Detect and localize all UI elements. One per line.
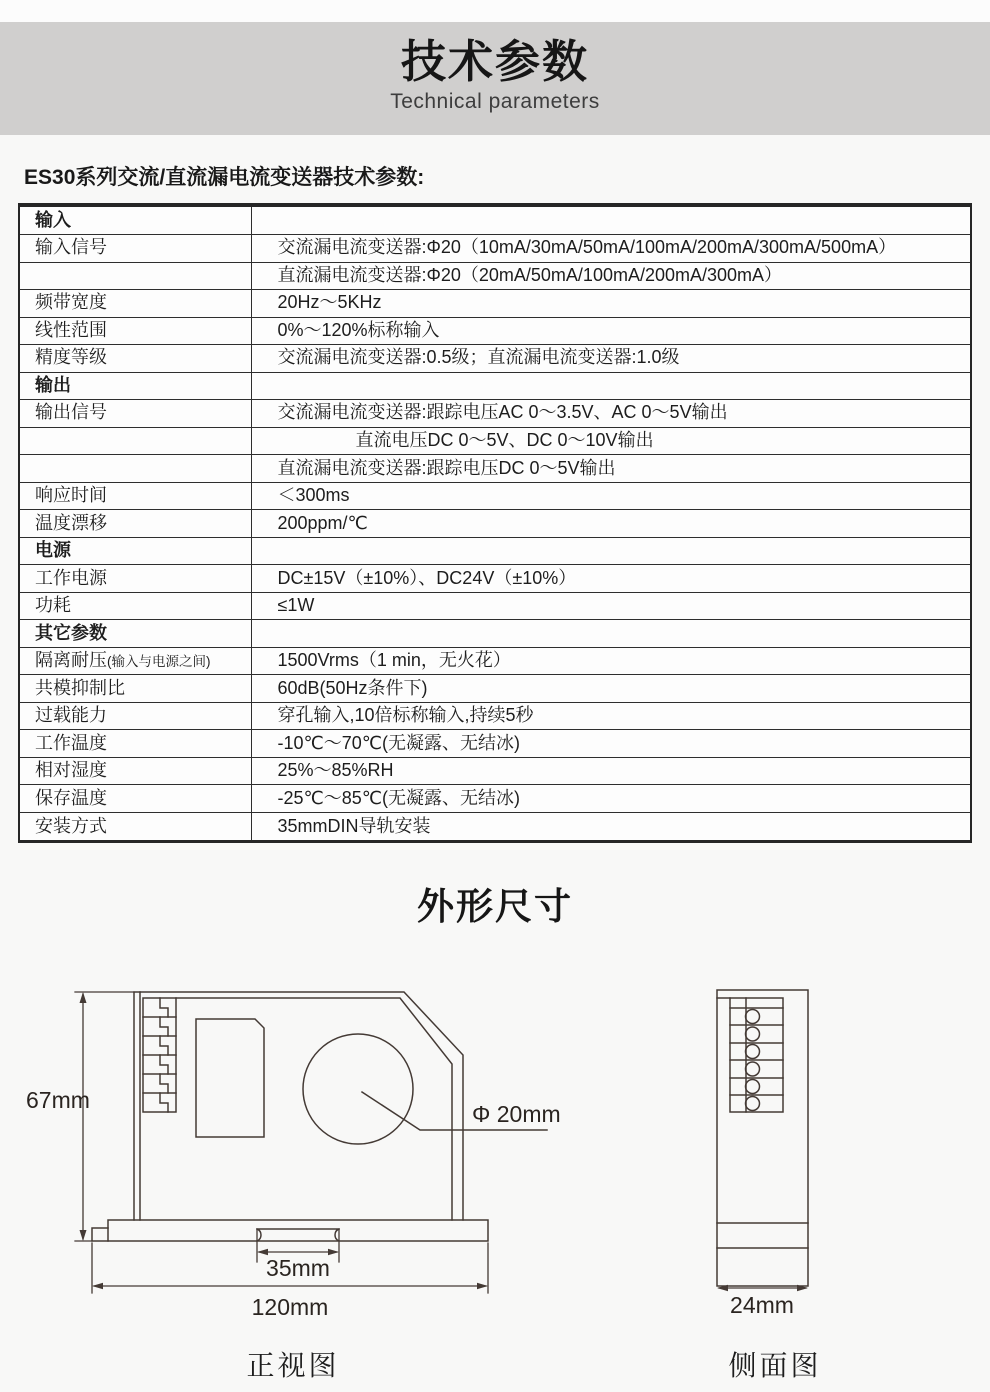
- param-value: [251, 620, 971, 648]
- param-label: 共模抑制比: [19, 675, 251, 703]
- param-label: 温度漂移: [19, 510, 251, 538]
- table-row: [19, 785, 971, 813]
- rail-dim-label: 35mm: [266, 1255, 330, 1281]
- param-value: [251, 372, 971, 400]
- hole-diameter-label: Φ 20mm: [472, 1101, 561, 1127]
- side-view-caption: 侧面图: [728, 1350, 822, 1381]
- height-dim-label: 67mm: [26, 1087, 90, 1113]
- param-label: 输入信号: [19, 235, 251, 263]
- param-value: [251, 205, 971, 235]
- front-body-outline: [134, 992, 463, 1220]
- param-value: 交流漏电流变送器:跟踪电压AC 0～3.5V、AC 0～5V输出: [251, 400, 971, 428]
- table-row: [19, 675, 971, 703]
- table-row: [19, 345, 971, 373]
- table-row: [19, 400, 971, 428]
- table-row: [19, 455, 971, 483]
- param-value: -10℃～70℃(无凝露、无结冰): [251, 730, 971, 758]
- table-row: [19, 290, 971, 318]
- param-label: 线性范围: [19, 317, 251, 345]
- table-row: [19, 647, 971, 675]
- front-terminal-block: [143, 998, 176, 1112]
- param-value: 25%～85%RH: [251, 757, 971, 785]
- param-value: 1500Vrms（1 min，无火花）: [251, 647, 971, 675]
- table-row: [19, 427, 971, 455]
- table-row: [19, 205, 971, 235]
- param-label: 工作温度: [19, 730, 251, 758]
- param-label: 保存温度: [19, 785, 251, 813]
- param-label: 安装方式: [19, 812, 251, 841]
- param-label: 输入: [19, 205, 251, 235]
- param-value: 直流漏电流变送器:Φ20（20mA/50mA/100mA/200mA/300mA）: [251, 262, 971, 290]
- param-value: 直流电压DC 0～5V、DC 0～10V输出: [251, 427, 971, 455]
- side-terminal-block: [730, 998, 783, 1112]
- dim-height-67mm: [75, 992, 134, 1241]
- param-label: 精度等级: [19, 345, 251, 373]
- param-value: ≤1W: [251, 592, 971, 620]
- table-row: [19, 730, 971, 758]
- table-row: [19, 702, 971, 730]
- table-row: [19, 482, 971, 510]
- param-label: 输出: [19, 372, 251, 400]
- param-label: [19, 455, 251, 483]
- spec-table: [18, 203, 972, 843]
- param-value: 200ppm/℃: [251, 510, 971, 538]
- page-header-banner: [0, 22, 990, 135]
- table-row: [19, 262, 971, 290]
- side-view-drawing: [717, 990, 822, 1381]
- table-row: [19, 235, 971, 263]
- param-value: ＜300ms: [251, 482, 971, 510]
- param-label: 工作电源: [19, 565, 251, 593]
- param-label-main: 隔离耐压: [35, 650, 107, 671]
- param-value: DC±15V（±10%）、DC24V（±10%）: [251, 565, 971, 593]
- param-value: 交流漏电流变送器:Φ20（10mA/30mA/50mA/100mA/200mA/300mA/500mA）: [251, 235, 971, 263]
- param-label: 功耗: [19, 592, 251, 620]
- table-row: [19, 565, 971, 593]
- table-row: [19, 757, 971, 785]
- table-row: [19, 592, 971, 620]
- param-value: [251, 537, 971, 565]
- param-value: 20Hz～5KHz: [251, 290, 971, 318]
- table-row: [19, 620, 971, 648]
- param-label: [19, 262, 251, 290]
- table-row: [19, 537, 971, 565]
- param-value: 直流漏电流变送器:跟踪电压DC 0～5V输出: [251, 455, 971, 483]
- table-row: [19, 812, 971, 841]
- param-label: 过载能力: [19, 702, 251, 730]
- param-label: 响应时间: [19, 482, 251, 510]
- param-value: 35mmDIN导轨安装: [251, 812, 971, 841]
- table-row: [19, 510, 971, 538]
- dimension-drawings: [0, 955, 990, 1392]
- param-label: 电源: [19, 537, 251, 565]
- param-label: 其它参数: [19, 620, 251, 648]
- param-value: 60dB(50Hz条件下): [251, 675, 971, 703]
- param-value: 穿孔输入,10倍标称输入,持续5秒: [251, 702, 971, 730]
- param-label: 输出信号: [19, 400, 251, 428]
- front-din-base: [92, 1220, 488, 1241]
- param-label: [19, 427, 251, 455]
- page-title: 技术参数: [400, 36, 589, 87]
- param-value: -25℃～85℃(无凝露、无结冰): [251, 785, 971, 813]
- intro-line: ES30系列交流/直流漏电流变送器技术参数:: [24, 166, 425, 189]
- table-row: [19, 317, 971, 345]
- width-dim-label: 120mm: [251, 1294, 329, 1320]
- page-subtitle: Technical parameters: [390, 90, 600, 114]
- front-view-drawing: [26, 992, 561, 1381]
- param-label: 频带宽度: [19, 290, 251, 318]
- param-label-note: (输入与电源之间): [107, 654, 211, 670]
- mounting-hole-circle: [303, 1034, 547, 1144]
- front-label-plate: [196, 1019, 264, 1137]
- param-value: 0%～120%标称输入: [251, 317, 971, 345]
- top-strip: [0, 0, 990, 22]
- dimensions-title: 外形尺寸: [417, 886, 573, 927]
- param-value: 交流漏电流变送器:0.5级；直流漏电流变送器:1.0级: [251, 345, 971, 373]
- param-label: 相对湿度: [19, 757, 251, 785]
- param-label: [19, 647, 251, 675]
- depth-dim-label: 24mm: [730, 1292, 794, 1318]
- table-row: [19, 372, 971, 400]
- front-view-caption: 正视图: [246, 1350, 340, 1381]
